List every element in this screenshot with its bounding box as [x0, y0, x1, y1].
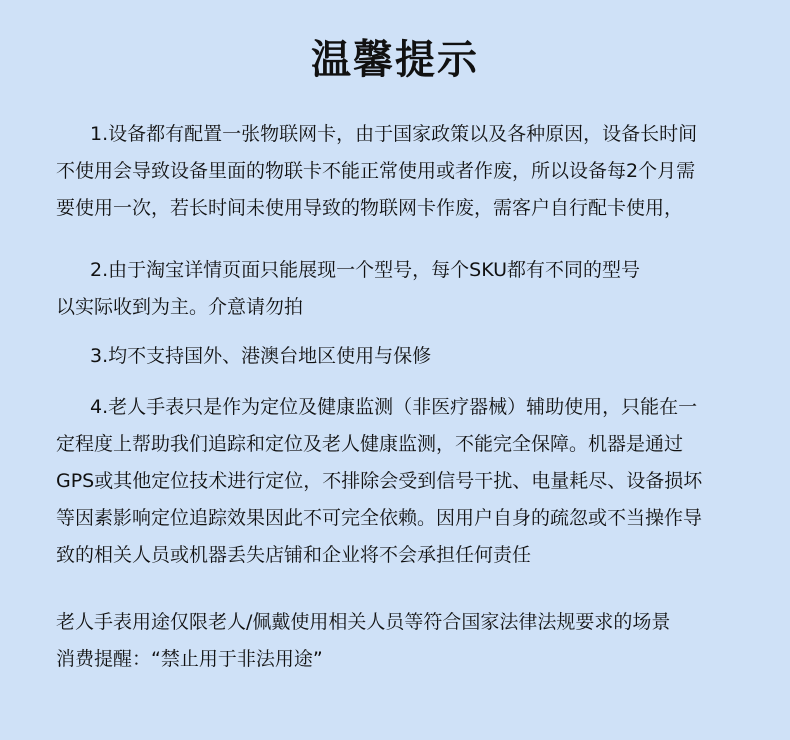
notice-paragraph-3	[56, 338, 746, 375]
page-title: 温馨提示	[311, 37, 479, 83]
paragraph-line: 致的相关人员或机器丢失店铺和企业将不会承担任何责任	[56, 544, 532, 566]
paragraph-line: 要使用一次，若长时间未使用导致的物联网卡作废，需客户自行配卡使用，	[56, 197, 684, 219]
paragraph-line: 不使用会导致设备里面的物联卡不能正常使用或者作废，所以设备每2个月需	[56, 160, 696, 182]
paragraph-line: 2.由于淘宝详情页面只能展现一个型号，每个SKU都有不同的型号	[90, 259, 641, 281]
paragraph-line: GPS或其他定位技术进行定位，不排除会受到信号干扰、电量耗尽、设备损坏	[56, 470, 703, 492]
paragraph-line: 老人手表用途仅限老人/佩戴使用相关人员等符合国家法律法规要求的场景	[56, 611, 671, 633]
paragraph-line: 等因素影响定位追踪效果因此不可完全依赖。因用户自身的疏忽或不当操作导	[56, 507, 703, 529]
paragraph-line: 3.均不支持国外、港澳台地区使用与保修	[90, 345, 432, 367]
paragraph-line: 定程度上帮助我们追踪和定位及老人健康监测，不能完全保障。机器是通过	[56, 433, 684, 455]
paragraph-line: 以实际收到为主。介意请勿拍	[56, 296, 304, 318]
notice-paragraph-4	[56, 389, 746, 574]
notice-paragraph-1	[56, 116, 746, 227]
paragraph-line: 1.设备都有配置一张物联网卡，由于国家政策以及各种原因，设备长时间	[90, 123, 698, 145]
paragraph-line: 4.老人手表只是作为定位及健康监测（非医疗器械）辅助使用，只能在一	[90, 396, 698, 418]
paragraph-line: 消费提醒：“禁止用于非法用途”	[56, 648, 323, 670]
notice-paragraph-2	[56, 252, 746, 326]
usage-notice	[56, 604, 746, 678]
